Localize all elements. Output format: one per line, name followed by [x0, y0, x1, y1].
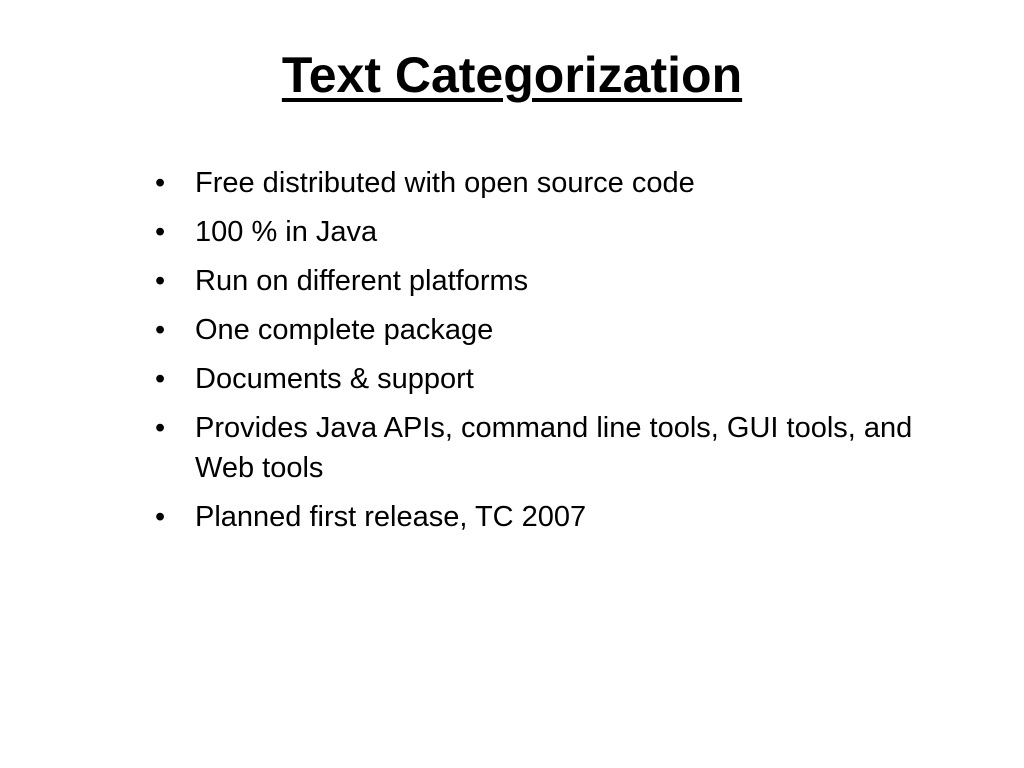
slide-title: Text Categorization: [281, 47, 743, 103]
bullet-item: [155, 408, 915, 488]
bullet-text: One complete package: [195, 314, 494, 346]
bullet-text: Provides Java APIs, command line tools, GUI tools, and Web tools: [195, 412, 913, 484]
bullet-text: Free distributed with open source code: [195, 167, 695, 199]
bullet-item: [155, 497, 915, 537]
bullet-item: [155, 212, 915, 252]
bullet-item: [155, 310, 915, 350]
bullet-list: [155, 163, 915, 546]
bullet-item: [155, 163, 915, 203]
bullet-point-icon: •: [155, 363, 166, 395]
bullet-text: Run on different platforms: [195, 265, 529, 297]
bullet-text: Planned first release, TC 2007: [195, 501, 587, 533]
bullet-point-icon: •: [155, 314, 166, 346]
bullet-point-icon: •: [155, 501, 166, 533]
bullet-text: Documents & support: [195, 363, 474, 395]
bullet-item: [155, 359, 915, 399]
bullet-point-icon: •: [155, 216, 166, 248]
bullet-item: [155, 261, 915, 301]
bullet-text: 100 % in Java: [195, 216, 378, 248]
bullet-point-icon: •: [155, 265, 166, 297]
bullet-point-icon: •: [155, 167, 166, 199]
bullet-point-icon: •: [155, 412, 166, 444]
